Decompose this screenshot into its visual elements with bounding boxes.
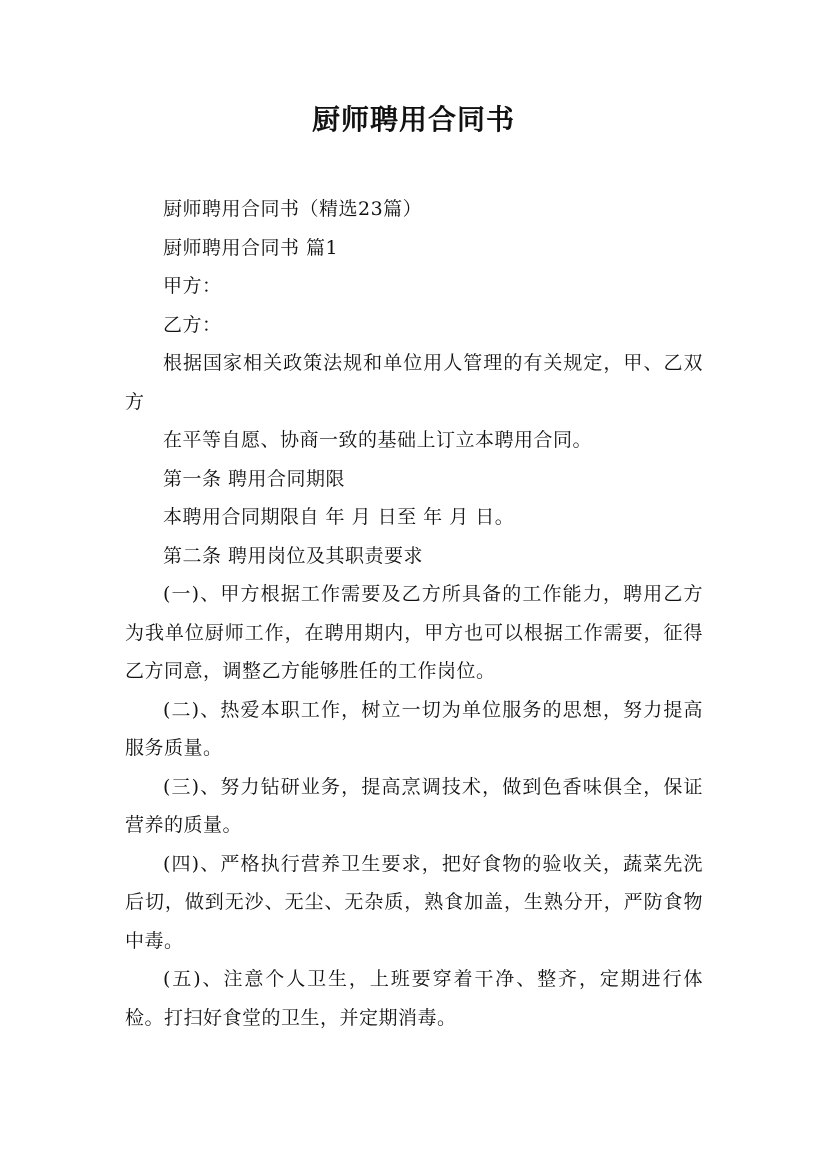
document-body xyxy=(125,190,703,1037)
paragraph-collection-heading: 厨师聘用合同书（精选23篇） xyxy=(163,198,423,220)
paragraph-article-heading: 厨师聘用合同书 篇1 xyxy=(163,236,339,259)
document-title: 厨师聘用合同书 xyxy=(311,103,515,136)
paragraph-party-b: 乙方： xyxy=(163,313,222,336)
paragraph-duty-5: (五)、注意个人卫生，上班要穿着干净、整齐，定期进行体检。打扫好食堂的卫生，并定期消毒。 xyxy=(125,968,703,1029)
paragraph-preamble-continued: 在平等自愿、协商一致的基础上订立本聘用合同。 xyxy=(163,429,593,451)
paragraph-preamble: 根据国家相关政策法规和单位用人管理的有关规定，甲、乙双方 xyxy=(125,352,703,413)
paragraph-duty-3: (三)、努力钻研业务，提高烹调技术，做到色香味俱全，保证营养的质量。 xyxy=(125,775,703,836)
paragraph-duty-2: (二)、热爱本职工作，树立一切为单位服务的思想，努力提高服务质量。 xyxy=(125,698,703,759)
paragraph-contract-term: 本聘用合同期限自 年 月 日至 年 月 日。 xyxy=(163,506,515,528)
paragraph-clause-2-heading: 第二条 聘用岗位及其职责要求 xyxy=(163,544,424,567)
paragraph-party-a: 甲方： xyxy=(163,275,222,297)
paragraph-duty-1: (一)、甲方根据工作需要及乙方所具备的工作能力，聘用乙方为我单位厨师工作，在聘用期内，甲方也可以根据工作需要，征得乙方同意，调整乙方能够胜任的工作岗位。 xyxy=(125,583,703,682)
paragraph-duty-4: (四)、严格执行营养卫生要求，把好食物的验收关，蔬菜先洗后切，做到无沙、无尘、无杂质，熟食加盖，生熟分开，严防食物中毒。 xyxy=(125,852,703,952)
paragraph-clause-1-heading: 第一条 聘用合同期限 xyxy=(163,467,346,490)
